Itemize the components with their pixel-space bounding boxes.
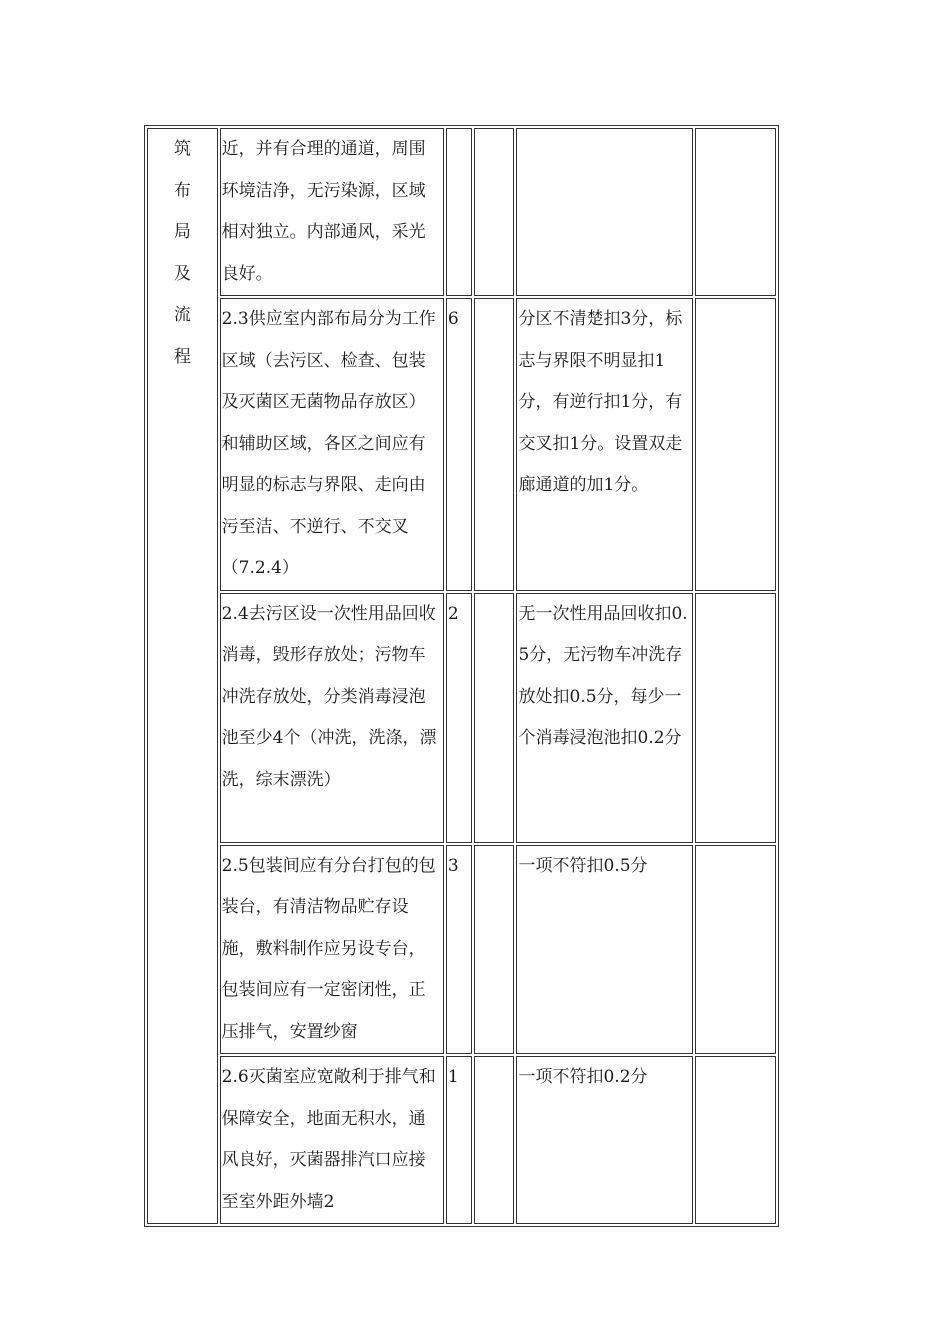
category-char: 筑 (173, 139, 191, 159)
score-cell: 6 (446, 298, 472, 591)
deduction-cell (516, 128, 693, 296)
category-char: 及 (173, 263, 191, 284)
actual-cell (474, 845, 514, 1055)
deduction-cell: 无一次性用品回收扣0.5分，无污物车冲洗存放处扣0.5分，每少一个消毒浸泡池扣0.2分 (516, 593, 693, 843)
remark-cell (695, 593, 776, 843)
deduction-cell: 一项不符扣0.5分 (516, 845, 693, 1055)
deduction-cell: 一项不符扣0.2分 (516, 1056, 693, 1224)
score-cell: 3 (446, 845, 472, 1055)
score-cell: 2 (446, 593, 472, 843)
category-cell (147, 128, 218, 1224)
category-char: 流 (173, 305, 191, 325)
actual-cell (474, 1056, 514, 1224)
table-row (147, 1056, 776, 1224)
actual-cell (474, 593, 514, 843)
requirement-cell: 近，并有合理的通道，周围环境洁净，无污染源，区域相对独立。内部通风，采光良好。 (220, 128, 444, 296)
category-char: 布 (173, 180, 191, 201)
requirement-cell: 2.4去污区设一次性用品回收消毒，毁形存放处；污物车冲洗存放处，分类消毒浸泡池至少4个（冲洗，洗涤，漂洗，综末漂洗） (220, 593, 444, 843)
remark-cell (695, 128, 776, 296)
requirement-cell: 2.3供应室内部布局分为工作区域（去污区、检查、包装及灭菌区无菌物品存放区）和辅助区域，各区之间应有明显的标志与界限、走向由污至洁、不逆行、不交叉（7.2.4） (220, 298, 444, 591)
table-row (147, 845, 776, 1055)
actual-cell (474, 128, 514, 296)
remark-cell (695, 845, 776, 1055)
category-char: 局 (173, 222, 191, 242)
requirement-cell: 2.5包装间应有分台打包的包装台，有清洁物品贮存设施，敷料制作应另设专台，包装间应有一定密闭性，正压排气，安置纱窗 (220, 845, 444, 1055)
score-cell: 1 (446, 1056, 472, 1224)
table-row (147, 298, 776, 591)
requirement-cell: 2.6灭菌室应宽敞利于排气和保障安全，地面无积水，通风良好，灭菌器排汽口应接至室外距外墙2 (220, 1056, 444, 1224)
table-row (147, 593, 776, 843)
deduction-cell: 分区不清楚扣3分，标志与界限不明显扣1分，有逆行扣1分，有交叉扣1分。设置双走廊通道的加1分。 (516, 298, 693, 591)
remark-cell (695, 1056, 776, 1224)
score-cell (446, 128, 472, 296)
category-char: 程 (173, 346, 191, 367)
remark-cell (695, 298, 776, 591)
assessment-table (144, 125, 779, 1227)
table-row (147, 128, 776, 296)
actual-cell (474, 298, 514, 591)
